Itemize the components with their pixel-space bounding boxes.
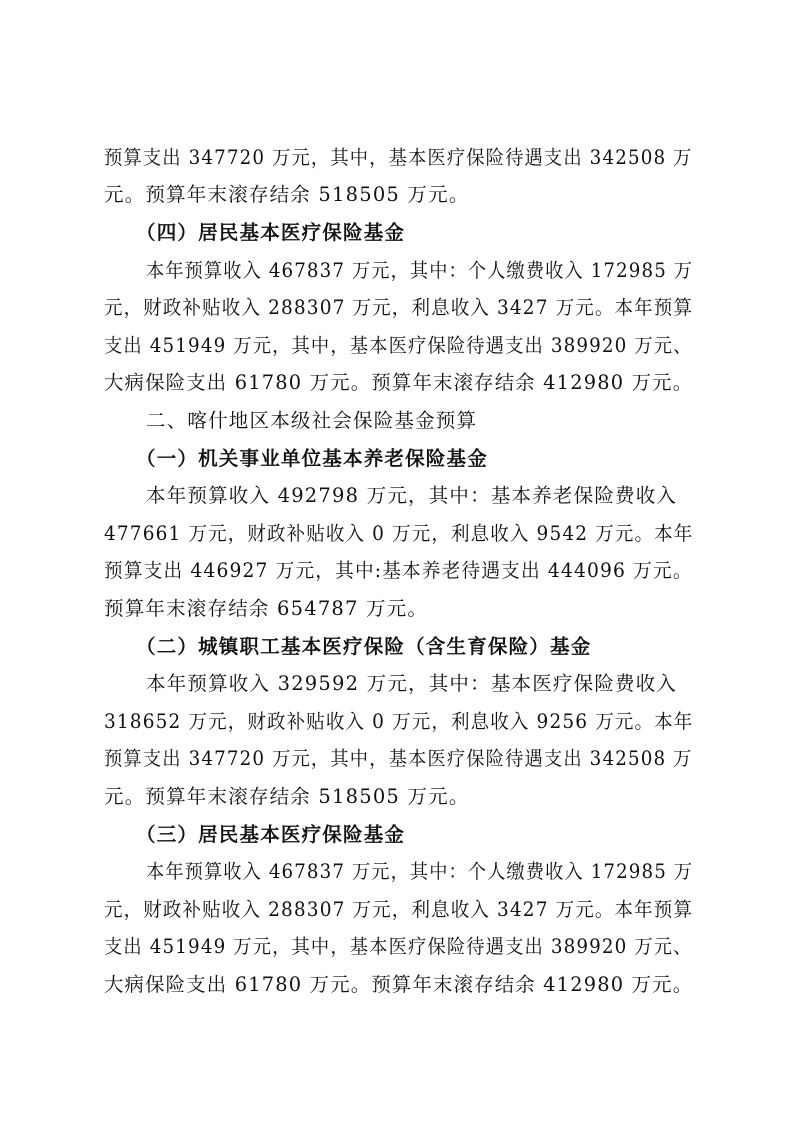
paragraph-line: 477661 万元，财政补贴收入 0 万元，利息收入 9542 万元。本年 [104,522,694,545]
paragraph-line: 元，财政补贴收入 288307 万元，利息收入 3427 万元。本年预算 [104,898,694,921]
paragraph-line: 大病保险支出 61780 万元。预算年末滚存结余 412980 万元。 [104,973,694,996]
paragraph-line: 大病保险支出 61780 万元。预算年末滚存结余 412980 万元。 [104,371,694,394]
section-heading: （二）城镇职工基本医疗保险（含生育保险）基金 [136,635,592,658]
section-heading: （三）居民基本医疗保险基金 [136,823,406,846]
paragraph-line: 预算支出 347720 万元，其中，基本医疗保险待遇支出 342508 万 [104,146,693,169]
paragraph-line: 本年预算收入 329592 万元，其中：基本医疗保险费收入 [146,672,678,695]
paragraph-line: 预算支出 446927 万元，其中:基本养老待遇支出 444096 万元。 [104,559,693,582]
paragraph-line: 元。预算年末滚存结余 518505 万元。 [104,183,470,206]
chapter-heading: 二、喀什地区本级社会保险基金预算 [146,409,478,432]
paragraph-line: 318652 万元，财政补贴收入 0 万元，利息收入 9256 万元。本年 [104,710,694,733]
paragraph-line: 支出 451949 万元，其中，基本医疗保险待遇支出 389920 万元、 [104,935,693,958]
section-heading: （四）居民基本医疗保险基金 [136,221,406,244]
paragraph-line: 元，财政补贴收入 288307 万元，利息收入 3427 万元。本年预算 [104,296,694,319]
paragraph-line: 本年预算收入 492798 万元，其中：基本养老保险费收入 [146,484,678,507]
paragraph-line: 预算年末滚存结余 654787 万元。 [104,597,429,620]
paragraph-line: 支出 451949 万元，其中，基本医疗保险待遇支出 389920 万元、 [104,334,693,357]
paragraph-line: 本年预算收入 467837 万元，其中：个人缴费收入 172985 万 [146,860,694,883]
paragraph-line: 元。预算年末滚存结余 518505 万元。 [104,785,470,808]
paragraph-line: 本年预算收入 467837 万元，其中：个人缴费收入 172985 万 [146,259,694,282]
section-heading: （一）机关事业单位基本养老保险基金 [136,447,488,470]
paragraph-line: 预算支出 347720 万元，其中，基本医疗保险待遇支出 342508 万 [104,747,693,770]
